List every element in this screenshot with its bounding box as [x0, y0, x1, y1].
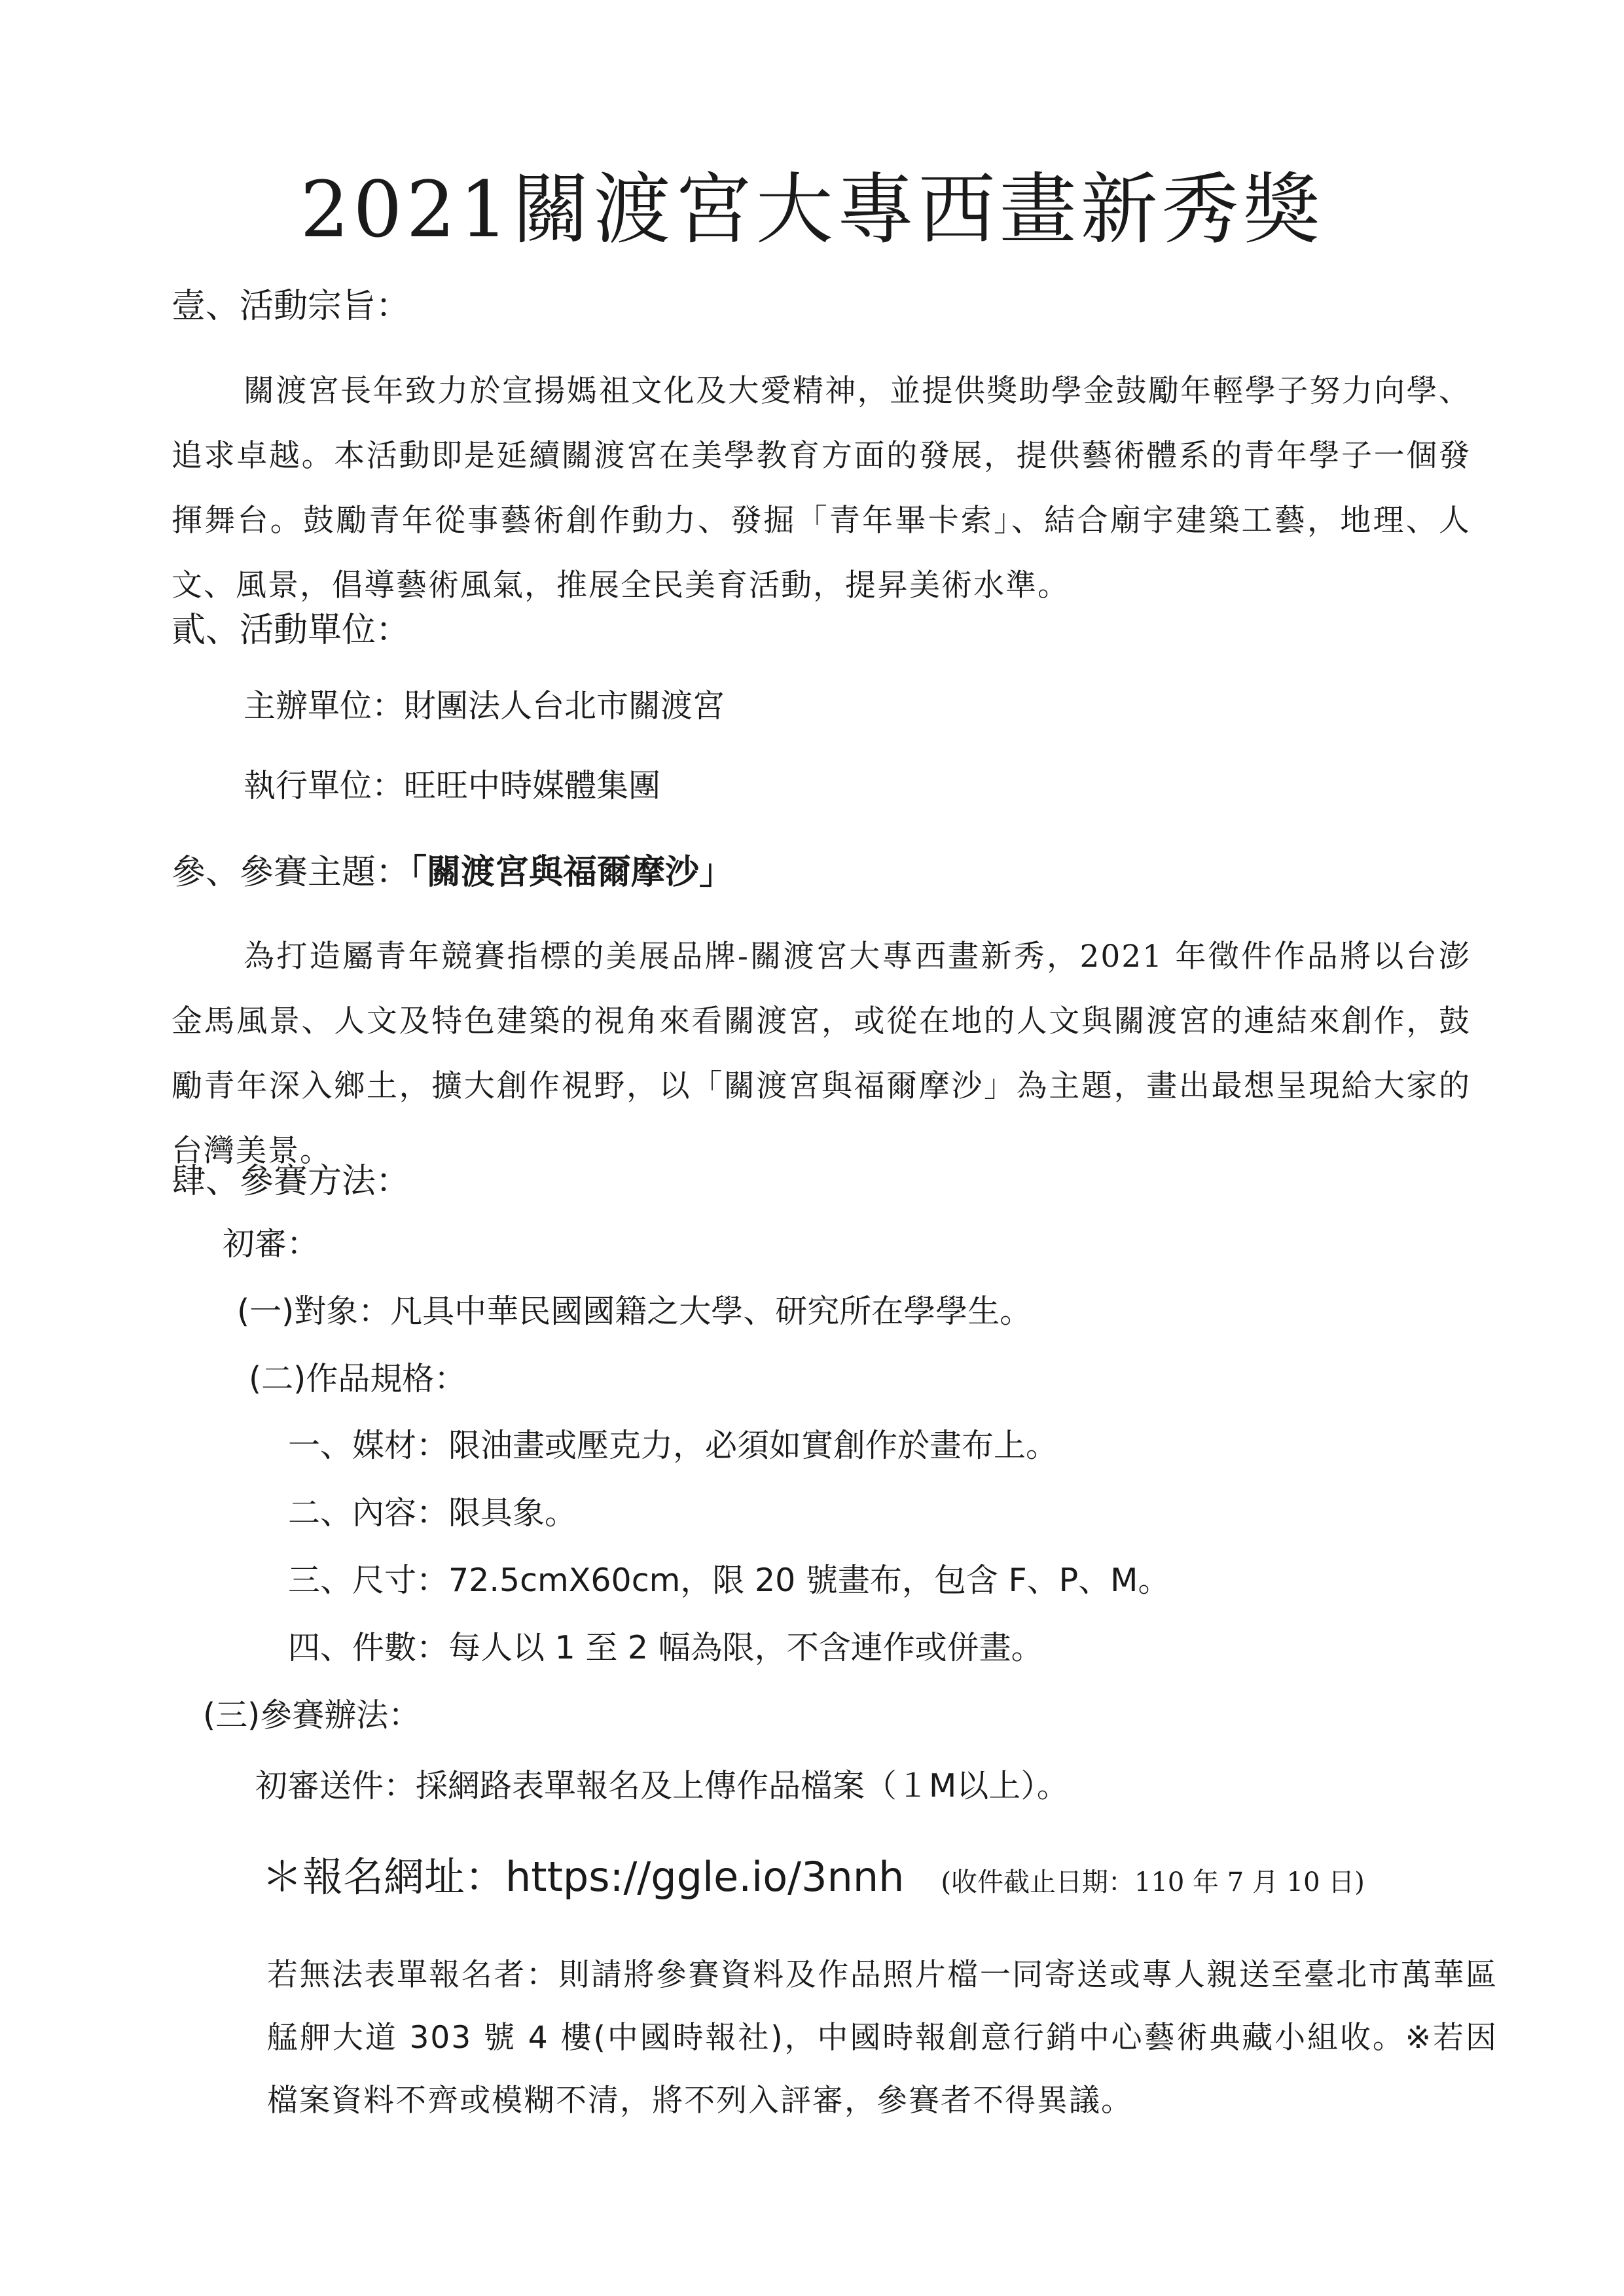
registration-url-row — [262, 1844, 1365, 1903]
spec-item-1: 一、媒材：限油畫或壓克力，必須如實創作於畫布上。 — [288, 1427, 1058, 1464]
preliminary-label: 初審： — [223, 1225, 319, 1263]
section4-heading: 肆、參賽方法： — [171, 1162, 410, 1201]
eligibility-line: (一)對象：凡具中華民國國籍之大學、研究所在學學生。 — [237, 1293, 1032, 1330]
registration-url[interactable]: ＊報名網址：https://ggle.io/3nnh — [262, 1853, 905, 1901]
section1-heading: 壹、活動宗旨： — [171, 287, 410, 326]
section1-body: 關渡宮長年致力於宣揚媽祖文化及大愛精神，並提供獎助學金鼓勵年輕學子努力向學、追求卓越。本活動即是延續關渡宮在美學教育方面的發展，提供藝術體系的青年學子一個發揮舞台。鼓勵青年從事藝術創作動力、發掘「青年畢卡索」、結合廟宇建築工藝，地理、人文、風景，倡導藝術風氣，推展全民美育活動，提昇美術水準。 — [171, 373, 1471, 603]
spec-item-4: 四、件數：每人以 1 至 2 幅為限，不含連作或併畫。 — [288, 1629, 1043, 1666]
section3-heading: 參、參賽主題： — [171, 853, 410, 892]
deadline-note: (收件截止日期：110 年 7 月 10 日) — [941, 1867, 1365, 1897]
alternative-submission: 若無法表單報名者：則請將參賽資料及作品照片檔一同寄送或專人親送至臺北市萬華區艋舺大道 303 號 4 樓(中國時報社)，中國時報創意行銷中心藝術典藏小組收。※若因檔案資料不齊或模糊不清，將不列入評審，參賽者不得異議。 — [267, 1957, 1498, 2119]
executor-line: 執行單位：旺旺中時媒體集團 — [244, 767, 661, 804]
submission-line: 初審送件：採網路表單報名及上傳作品檔案（１M以上）。 — [255, 1767, 1069, 1804]
organizer-line: 主辦單位：財團法人台北市關渡宮 — [244, 687, 725, 725]
method-heading: (三)參賽辦法： — [203, 1696, 421, 1734]
section3-body: 為打造屬青年競賽指標的美展品牌-關渡宮大專西畫新秀，2021 年徵件作品將以台澎金馬風景、人文及特色建築的視角來看關渡宮，或從在地的人文與關渡宮的連結來創作，鼓勵青年深入鄉土，擴大創作視野，以「關渡宮與福爾摩沙」為主題，畫出最想呈現給大家的台灣美景。 — [171, 939, 1471, 1169]
section2-heading: 貳、活動單位： — [171, 611, 410, 650]
section3-theme: 「關渡宮與福爾摩沙」 — [410, 852, 734, 892]
spec-item-3: 三、尺寸：72.5cmX60cm，限 20 號畫布，包含 F、P、M。 — [288, 1562, 1170, 1599]
section3-heading-row — [171, 844, 733, 893]
spec-heading: (二)作品規格： — [249, 1360, 467, 1397]
document-title: 2021關渡宮大專西畫新秀獎 — [300, 164, 1324, 255]
spec-item-2: 二、內容：限具象。 — [288, 1494, 577, 1532]
